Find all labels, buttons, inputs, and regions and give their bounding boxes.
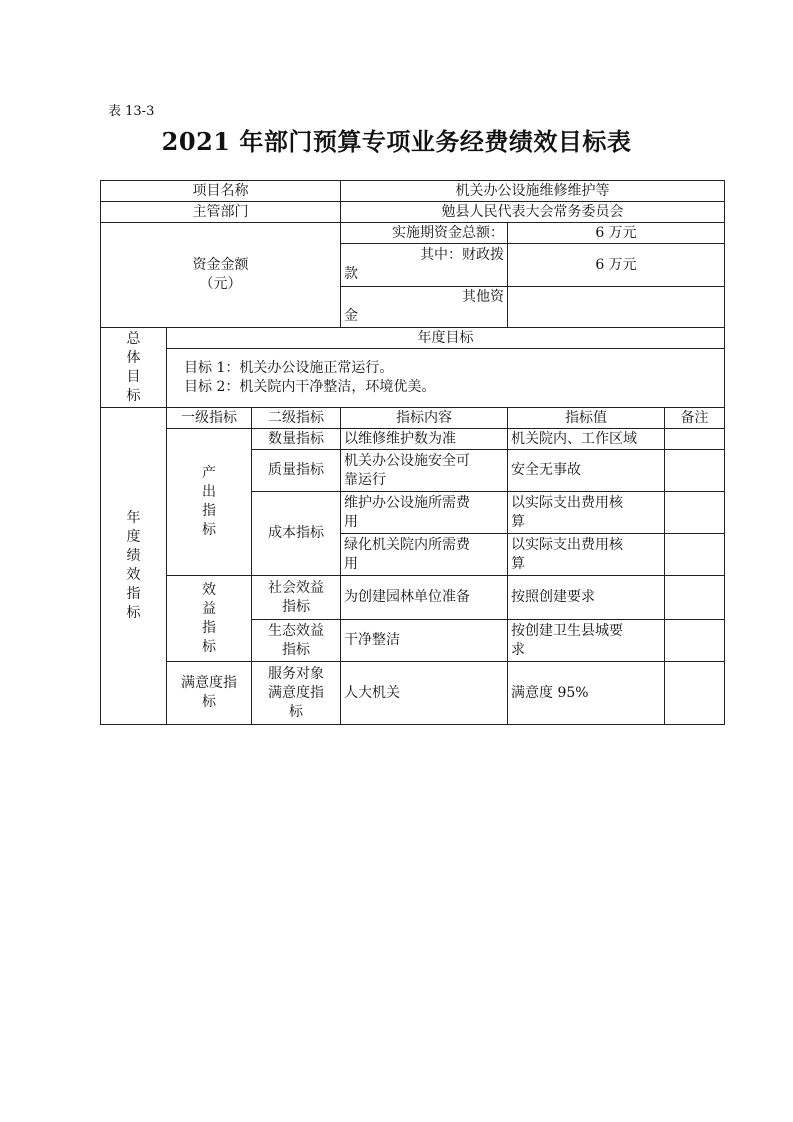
funds-total-row xyxy=(101,223,725,244)
level2-cell: 社会效益 指标 xyxy=(252,576,341,620)
content-cell: 机关办公设施安全可 靠运行 xyxy=(341,450,508,492)
col-level1: 一级指标 xyxy=(167,408,252,429)
funds-other-value xyxy=(508,287,725,328)
department-row xyxy=(101,202,725,223)
value-cell: 安全无事故 xyxy=(508,450,665,492)
table-row xyxy=(101,662,725,725)
value-cell: 按照创建要求 xyxy=(508,576,665,620)
content-cell: 干净整洁 xyxy=(341,620,508,662)
note-cell xyxy=(665,450,725,492)
funds-total-label: 实施期资金总额： xyxy=(341,223,508,244)
level2-cell: 服务对象 满意度指 标 xyxy=(252,662,341,725)
value-cell: 按创建卫生县城要 求 xyxy=(508,620,665,662)
overall-goal-header-row xyxy=(101,328,725,349)
satisfaction-indicator-label: 满意度指 标 xyxy=(167,662,252,725)
table-row xyxy=(101,576,725,620)
content-cell: 绿化机关院内所需费 用 xyxy=(341,534,508,576)
level2-cell: 成本指标 xyxy=(252,492,341,576)
content-cell: 为创建园林单位准备 xyxy=(341,576,508,620)
funds-fiscal-label-line2: 款 xyxy=(344,266,358,282)
note-cell xyxy=(665,662,725,725)
goal-2: 目标 2：机关院内干净整洁，环境优美。 xyxy=(184,379,436,395)
funds-label xyxy=(101,223,341,328)
content-cell: 维护办公设施所需费 用 xyxy=(341,492,508,534)
value-cell: 满意度 95% xyxy=(508,662,665,725)
level2-cell: 生态效益 指标 xyxy=(252,620,341,662)
value-cell: 机关院内、工作区域 xyxy=(508,429,665,450)
department-value: 勉县人民代表大会常务委员会 xyxy=(341,202,725,223)
goal-1: 目标 1：机关办公设施正常运行。 xyxy=(184,360,394,376)
output-indicator-label: 产 出 指 标 xyxy=(167,429,252,576)
project-name-value: 机关办公设施维修维护等 xyxy=(341,181,725,202)
value-cell: 以实际支出费用核 算 xyxy=(508,492,665,534)
project-name-label: 项目名称 xyxy=(101,181,341,202)
col-level2: 二级指标 xyxy=(252,408,341,429)
funds-label-line2: （元） xyxy=(199,276,242,292)
content-cell: 人大机关 xyxy=(341,662,508,725)
funds-total-value: 6 万元 xyxy=(508,223,725,244)
level2-cell: 质量指标 xyxy=(252,450,341,492)
note-cell xyxy=(665,620,725,662)
funds-other-label-line2: 金 xyxy=(344,308,358,324)
table-row xyxy=(101,429,725,450)
annual-goal-header: 年度目标 xyxy=(167,328,725,349)
value-cell: 以实际支出费用核 算 xyxy=(508,534,665,576)
table-number: 表 13-3 xyxy=(108,104,155,119)
annual-goal-text xyxy=(167,349,725,408)
funds-label-line1: 资金金额 xyxy=(192,257,249,273)
funds-other-label xyxy=(341,287,508,328)
annual-performance-label: 年 度 绩 效 指 标 xyxy=(101,408,167,725)
note-cell xyxy=(665,429,725,450)
project-name-row xyxy=(101,181,725,202)
indicator-header-row xyxy=(101,408,725,429)
overall-goal-label: 总 体 目 标 xyxy=(101,328,167,408)
performance-target-table xyxy=(100,180,725,725)
funds-fiscal-label-line1: 其中：财政拨 xyxy=(420,247,504,263)
note-cell xyxy=(665,534,725,576)
col-content: 指标内容 xyxy=(341,408,508,429)
document-title: 2021 年部门预算专项业务经费绩效目标表 xyxy=(161,127,632,156)
content-cell: 以维修维护数为准 xyxy=(341,429,508,450)
department-label: 主管部门 xyxy=(101,202,341,223)
note-cell xyxy=(665,576,725,620)
col-value: 指标值 xyxy=(508,408,665,429)
funds-other-label-line1: 其他资 xyxy=(462,289,504,305)
level2-cell: 数量指标 xyxy=(252,429,341,450)
funds-fiscal-label xyxy=(341,244,508,287)
funds-fiscal-value: 6 万元 xyxy=(508,244,725,287)
col-note: 备注 xyxy=(665,408,725,429)
note-cell xyxy=(665,492,725,534)
benefit-indicator-label: 效 益 指 标 xyxy=(167,576,252,662)
overall-goal-body-row xyxy=(101,349,725,408)
